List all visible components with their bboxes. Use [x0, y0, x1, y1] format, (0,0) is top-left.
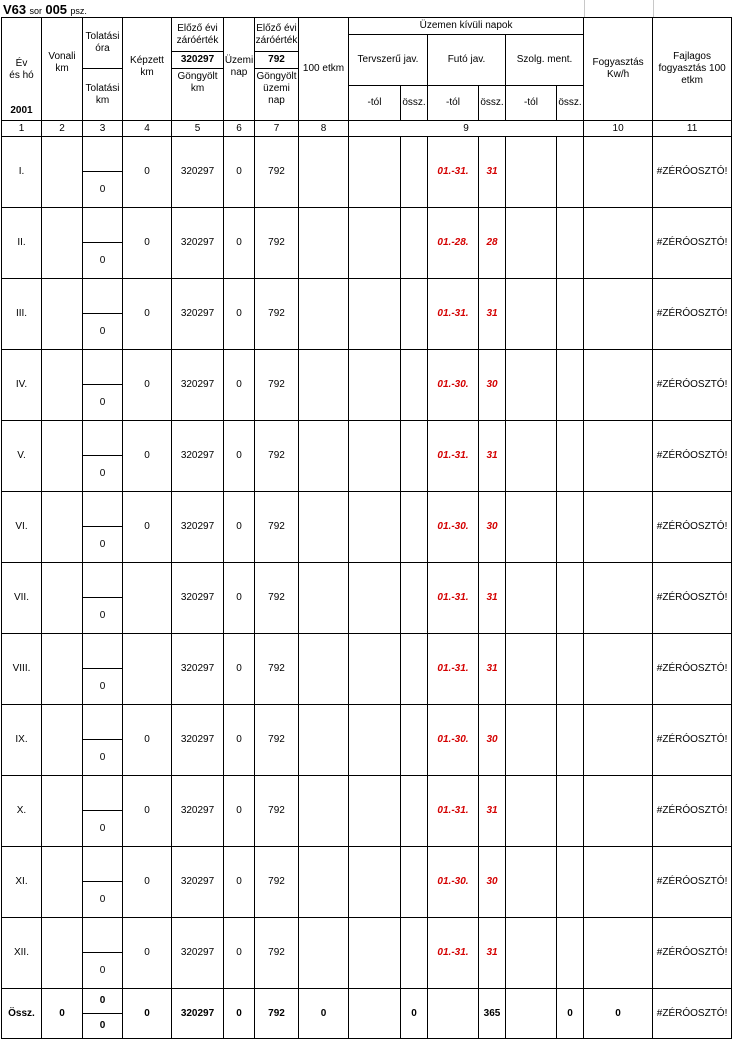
szolg-ossz-cell	[557, 492, 584, 563]
total-gongyolt-nap: 792	[255, 989, 299, 1039]
top-empty-cell	[653, 0, 732, 17]
etkm-cell	[299, 918, 349, 989]
total-terv-tol	[349, 989, 401, 1039]
header-tolatasi-ora: Tolatási óra	[83, 18, 123, 69]
futo-ossz-cell: 31	[479, 421, 506, 492]
terv-tol-cell	[349, 563, 401, 634]
tolatasi-ora-cell	[83, 776, 123, 811]
total-futo-tol	[428, 989, 479, 1039]
szolg-tol-cell	[506, 563, 557, 634]
fogyasztas-cell	[584, 847, 653, 918]
tolatasi-ora-cell	[83, 137, 123, 172]
colnum-3: 3	[83, 121, 123, 137]
uzemi-nap-cell: 0	[224, 776, 255, 847]
futo-tol-cell: 01.-30.	[428, 350, 479, 421]
header-fajlagos: Fajlagos fogyasztás 100 etkm	[653, 18, 732, 121]
month-label: VI.	[2, 492, 42, 563]
fogyasztas-cell	[584, 137, 653, 208]
uzemi-nap-cell: 0	[224, 492, 255, 563]
etkm-cell	[299, 776, 349, 847]
futo-ossz-cell: 31	[479, 634, 506, 705]
vonali-km-cell	[42, 492, 83, 563]
fogyasztas-cell	[584, 705, 653, 776]
header-terv-tol: -tól	[349, 86, 401, 121]
gongyolt-km-cell: 320297	[172, 776, 224, 847]
terv-tol-cell	[349, 492, 401, 563]
header-tervszeru: Tervszerű jav.	[349, 35, 428, 86]
gongyolt-km-cell: 320297	[172, 137, 224, 208]
gongyolt-km-cell: 320297	[172, 918, 224, 989]
header-szolg-tol: -tól	[506, 86, 557, 121]
szolg-ossz-cell	[557, 137, 584, 208]
month-row	[2, 776, 732, 811]
vonali-km-cell	[42, 776, 83, 847]
szolg-ossz-cell	[557, 279, 584, 350]
colnum-4: 4	[123, 121, 172, 137]
header-szolg-ossz: össz.	[557, 86, 584, 121]
szolg-tol-cell	[506, 350, 557, 421]
terv-tol-cell	[349, 421, 401, 492]
gongyolt-km-cell: 320297	[172, 634, 224, 705]
gongyolt-nap-cell: 792	[255, 776, 299, 847]
header-futo-ossz: össz.	[479, 86, 506, 121]
uzemi-nap-cell: 0	[224, 705, 255, 776]
futo-tol-cell: 01.-31.	[428, 776, 479, 847]
header-fogyasztas: Fogyasztás Kw/h	[584, 18, 653, 121]
gongyolt-km-cell: 320297	[172, 421, 224, 492]
header-gongyolt-nap: Göngyölt üzemi nap	[255, 69, 299, 121]
gongyolt-nap-cell: 792	[255, 208, 299, 279]
loco-type: V63	[3, 2, 27, 17]
month-row	[2, 634, 732, 669]
uzemi-nap-cell: 0	[224, 421, 255, 492]
colnum-2: 2	[42, 121, 83, 137]
fogyasztas-cell	[584, 492, 653, 563]
gongyolt-nap-cell: 792	[255, 634, 299, 705]
terv-tol-cell	[349, 208, 401, 279]
szolg-ossz-cell	[557, 563, 584, 634]
colnum-1: 1	[2, 121, 42, 137]
gongyolt-km-cell: 320297	[172, 279, 224, 350]
futo-ossz-cell: 31	[479, 918, 506, 989]
tolatasi-ora-cell	[83, 279, 123, 314]
header-elozo-zaro-2: Előző évi záróérték	[255, 18, 299, 52]
terv-ossz-cell	[401, 776, 428, 847]
total-kepzett: 0	[123, 989, 172, 1039]
total-tol-km: 0	[83, 1014, 123, 1039]
szolg-ossz-cell	[557, 421, 584, 492]
terv-ossz-cell	[401, 705, 428, 776]
tolatasi-ora-cell	[83, 918, 123, 953]
gongyolt-nap-cell: 792	[255, 847, 299, 918]
kepzett-km-cell	[123, 634, 172, 705]
uzemi-nap-cell: 0	[224, 137, 255, 208]
header-uzemi-nap: Üzemi nap	[224, 18, 255, 121]
month-row	[2, 137, 732, 172]
total-uzemi-nap: 0	[224, 989, 255, 1039]
total-tol-ora: 0	[83, 989, 123, 1014]
kepzett-km-cell	[123, 563, 172, 634]
uzemi-nap-cell: 0	[224, 634, 255, 705]
kepzett-km-cell: 0	[123, 705, 172, 776]
futo-ossz-cell: 31	[479, 137, 506, 208]
header-year: 2001	[2, 103, 42, 121]
total-futo-ossz: 365	[479, 989, 506, 1039]
tolatasi-km-cell: 0	[83, 172, 123, 208]
header-elozo-zaro: Előző évi záróérték	[172, 18, 224, 52]
kepzett-km-cell: 0	[123, 421, 172, 492]
colnum-6: 6	[224, 121, 255, 137]
gongyolt-nap-cell: 792	[255, 137, 299, 208]
szolg-tol-cell	[506, 137, 557, 208]
terv-ossz-cell	[401, 279, 428, 350]
szolg-ossz-cell	[557, 705, 584, 776]
futo-ossz-cell: 31	[479, 279, 506, 350]
fajlagos-cell: #ZÉRÓOSZTÓ!	[653, 137, 732, 208]
sor-label: sor	[29, 6, 42, 16]
header-ev-line2: és hó	[9, 70, 34, 82]
tolatasi-ora-cell	[83, 208, 123, 243]
month-label: X.	[2, 776, 42, 847]
terv-ossz-cell	[401, 137, 428, 208]
futo-tol-cell: 01.-31.	[428, 137, 479, 208]
tolatasi-ora-cell	[83, 705, 123, 740]
terv-ossz-cell	[401, 350, 428, 421]
etkm-cell	[299, 563, 349, 634]
kepzett-km-cell: 0	[123, 208, 172, 279]
terv-ossz-cell	[401, 847, 428, 918]
month-label: IV.	[2, 350, 42, 421]
gongyolt-km-cell: 320297	[172, 847, 224, 918]
km-log-table	[1, 17, 732, 1039]
fogyasztas-cell	[584, 634, 653, 705]
fajlagos-cell: #ZÉRÓOSZTÓ!	[653, 492, 732, 563]
month-label: VII.	[2, 563, 42, 634]
terv-tol-cell	[349, 634, 401, 705]
month-label: XII.	[2, 918, 42, 989]
month-label: V.	[2, 421, 42, 492]
vonali-km-cell	[42, 421, 83, 492]
month-row	[2, 421, 732, 456]
colnum-7: 7	[255, 121, 299, 137]
terv-ossz-cell	[401, 918, 428, 989]
prev-closing-km: 320297	[172, 52, 224, 69]
header-futo: Futó jav.	[428, 35, 506, 86]
futo-tol-cell: 01.-31.	[428, 421, 479, 492]
uzemi-nap-cell: 0	[224, 279, 255, 350]
colnum-8: 8	[299, 121, 349, 137]
header-ev-line1: Év	[15, 58, 28, 70]
szolg-ossz-cell	[557, 918, 584, 989]
gongyolt-nap-cell: 792	[255, 563, 299, 634]
etkm-cell	[299, 705, 349, 776]
fajlagos-cell: #ZÉRÓOSZTÓ!	[653, 208, 732, 279]
header-kepzett: Képzett km	[123, 18, 172, 121]
loco-number: 005	[45, 2, 68, 17]
colnum-9: 9	[349, 121, 584, 137]
etkm-cell	[299, 634, 349, 705]
column-number-row	[2, 121, 732, 137]
tolatasi-km-cell: 0	[83, 385, 123, 421]
fogyasztas-cell	[584, 350, 653, 421]
szolg-tol-cell	[506, 492, 557, 563]
tolatasi-ora-cell	[83, 563, 123, 598]
tolatasi-km-cell: 0	[83, 527, 123, 563]
futo-ossz-cell: 30	[479, 847, 506, 918]
vonali-km-cell	[42, 279, 83, 350]
total-fogyasztas: 0	[584, 989, 653, 1039]
kepzett-km-cell: 0	[123, 492, 172, 563]
kepzett-km-cell: 0	[123, 776, 172, 847]
kepzett-km-cell: 0	[123, 279, 172, 350]
fajlagos-cell: #ZÉRÓOSZTÓ!	[653, 634, 732, 705]
month-label: III.	[2, 279, 42, 350]
terv-tol-cell	[349, 918, 401, 989]
futo-ossz-cell: 31	[479, 563, 506, 634]
szolg-tol-cell	[506, 705, 557, 776]
gongyolt-km-cell: 320297	[172, 563, 224, 634]
tolatasi-ora-cell	[83, 492, 123, 527]
uzemi-nap-cell: 0	[224, 208, 255, 279]
vonali-km-cell	[42, 634, 83, 705]
futo-ossz-cell: 30	[479, 350, 506, 421]
header-ev	[2, 18, 42, 103]
tolatasi-km-cell: 0	[83, 953, 123, 989]
colnum-10: 10	[584, 121, 653, 137]
fajlagos-cell: #ZÉRÓOSZTÓ!	[653, 847, 732, 918]
szolg-ossz-cell	[557, 208, 584, 279]
szolg-tol-cell	[506, 208, 557, 279]
header-uzemen-kivuli: Üzemen kívüli napok	[349, 18, 584, 35]
header-szolg: Szolg. ment.	[506, 35, 584, 86]
gongyolt-nap-cell: 792	[255, 918, 299, 989]
uzemi-nap-cell: 0	[224, 563, 255, 634]
szolg-tol-cell	[506, 421, 557, 492]
header-tolatasi-km: Tolatási km	[83, 69, 123, 121]
futo-tol-cell: 01.-30.	[428, 705, 479, 776]
futo-ossz-cell: 31	[479, 776, 506, 847]
fogyasztas-cell	[584, 918, 653, 989]
kepzett-km-cell: 0	[123, 918, 172, 989]
total-etkm: 0	[299, 989, 349, 1039]
tolatasi-km-cell: 0	[83, 456, 123, 492]
gongyolt-km-cell: 320297	[172, 492, 224, 563]
total-szolg-tol	[506, 989, 557, 1039]
uzemi-nap-cell: 0	[224, 918, 255, 989]
fogyasztas-cell	[584, 563, 653, 634]
vonali-km-cell	[42, 705, 83, 776]
gongyolt-km-cell: 320297	[172, 705, 224, 776]
fogyasztas-cell	[584, 421, 653, 492]
fajlagos-cell: #ZÉRÓOSZTÓ!	[653, 421, 732, 492]
colnum-5: 5	[172, 121, 224, 137]
top-empty-cell	[584, 0, 654, 17]
fogyasztas-cell	[584, 776, 653, 847]
terv-tol-cell	[349, 279, 401, 350]
terv-tol-cell	[349, 137, 401, 208]
total-label: Össz.	[2, 989, 42, 1039]
header-gongyolt-km: Göngyölt km	[172, 69, 224, 121]
vonali-km-cell	[42, 918, 83, 989]
szolg-ossz-cell	[557, 634, 584, 705]
szolg-tol-cell	[506, 918, 557, 989]
kepzett-km-cell: 0	[123, 350, 172, 421]
terv-tol-cell	[349, 847, 401, 918]
terv-ossz-cell	[401, 492, 428, 563]
month-row	[2, 847, 732, 882]
sheet-title	[3, 2, 87, 18]
etkm-cell	[299, 208, 349, 279]
tolatasi-km-cell: 0	[83, 669, 123, 705]
futo-ossz-cell: 28	[479, 208, 506, 279]
etkm-cell	[299, 421, 349, 492]
month-row	[2, 563, 732, 598]
szolg-tol-cell	[506, 776, 557, 847]
terv-tol-cell	[349, 705, 401, 776]
header-terv-ossz: össz.	[401, 86, 428, 121]
futo-tol-cell: 01.-31.	[428, 634, 479, 705]
kepzett-km-cell: 0	[123, 137, 172, 208]
tolatasi-km-cell: 0	[83, 740, 123, 776]
etkm-cell	[299, 279, 349, 350]
total-szolg-ossz: 0	[557, 989, 584, 1039]
month-label: IX.	[2, 705, 42, 776]
month-row	[2, 279, 732, 314]
total-terv-ossz: 0	[401, 989, 428, 1039]
etkm-cell	[299, 137, 349, 208]
uzemi-nap-cell: 0	[224, 847, 255, 918]
total-vonali: 0	[42, 989, 83, 1039]
total-fajlagos: #ZÉRÓOSZTÓ!	[653, 989, 732, 1039]
tolatasi-ora-cell	[83, 634, 123, 669]
tolatasi-km-cell: 0	[83, 811, 123, 847]
vonali-km-cell	[42, 847, 83, 918]
gongyolt-km-cell: 320297	[172, 208, 224, 279]
kepzett-km-cell: 0	[123, 847, 172, 918]
szolg-ossz-cell	[557, 847, 584, 918]
futo-tol-cell: 01.-28.	[428, 208, 479, 279]
prev-closing-days: 792	[255, 52, 299, 69]
uzemi-nap-cell: 0	[224, 350, 255, 421]
terv-ossz-cell	[401, 208, 428, 279]
szolg-tol-cell	[506, 634, 557, 705]
tolatasi-km-cell: 0	[83, 882, 123, 918]
month-label: I.	[2, 137, 42, 208]
tolatasi-ora-cell	[83, 847, 123, 882]
futo-tol-cell: 01.-30.	[428, 847, 479, 918]
terv-ossz-cell	[401, 634, 428, 705]
header-etkm: 100 etkm	[299, 18, 349, 121]
vonali-km-cell	[42, 137, 83, 208]
gongyolt-nap-cell: 792	[255, 350, 299, 421]
terv-tol-cell	[349, 350, 401, 421]
fogyasztas-cell	[584, 208, 653, 279]
month-label: XI.	[2, 847, 42, 918]
month-label: VIII.	[2, 634, 42, 705]
gongyolt-nap-cell: 792	[255, 279, 299, 350]
header-vonali: Vonali km	[42, 18, 83, 121]
tolatasi-ora-cell	[83, 421, 123, 456]
szolg-tol-cell	[506, 847, 557, 918]
month-row	[2, 705, 732, 740]
fajlagos-cell: #ZÉRÓOSZTÓ!	[653, 350, 732, 421]
etkm-cell	[299, 847, 349, 918]
szolg-ossz-cell	[557, 350, 584, 421]
month-row	[2, 350, 732, 385]
etkm-cell	[299, 492, 349, 563]
fogyasztas-cell	[584, 279, 653, 350]
szolg-tol-cell	[506, 279, 557, 350]
vonali-km-cell	[42, 350, 83, 421]
fajlagos-cell: #ZÉRÓOSZTÓ!	[653, 776, 732, 847]
month-row	[2, 208, 732, 243]
month-row	[2, 918, 732, 953]
header-futo-tol: -tól	[428, 86, 479, 121]
futo-tol-cell: 01.-31.	[428, 563, 479, 634]
gongyolt-nap-cell: 792	[255, 492, 299, 563]
psz-label: psz.	[70, 6, 87, 16]
futo-tol-cell: 01.-31.	[428, 918, 479, 989]
terv-tol-cell	[349, 776, 401, 847]
month-label: II.	[2, 208, 42, 279]
futo-tol-cell: 01.-31.	[428, 279, 479, 350]
terv-ossz-cell	[401, 563, 428, 634]
month-row	[2, 492, 732, 527]
fajlagos-cell: #ZÉRÓOSZTÓ!	[653, 705, 732, 776]
futo-tol-cell: 01.-30.	[428, 492, 479, 563]
vonali-km-cell	[42, 563, 83, 634]
gongyolt-nap-cell: 792	[255, 421, 299, 492]
fajlagos-cell: #ZÉRÓOSZTÓ!	[653, 279, 732, 350]
total-gongyolt-km: 320297	[172, 989, 224, 1039]
szolg-ossz-cell	[557, 776, 584, 847]
colnum-11: 11	[653, 121, 732, 137]
fajlagos-cell: #ZÉRÓOSZTÓ!	[653, 918, 732, 989]
futo-ossz-cell: 30	[479, 492, 506, 563]
gongyolt-nap-cell: 792	[255, 705, 299, 776]
tolatasi-km-cell: 0	[83, 243, 123, 279]
fajlagos-cell: #ZÉRÓOSZTÓ!	[653, 563, 732, 634]
futo-ossz-cell: 30	[479, 705, 506, 776]
tolatasi-km-cell: 0	[83, 598, 123, 634]
etkm-cell	[299, 350, 349, 421]
terv-ossz-cell	[401, 421, 428, 492]
tolatasi-ora-cell	[83, 350, 123, 385]
tolatasi-km-cell: 0	[83, 314, 123, 350]
gongyolt-km-cell: 320297	[172, 350, 224, 421]
vonali-km-cell	[42, 208, 83, 279]
